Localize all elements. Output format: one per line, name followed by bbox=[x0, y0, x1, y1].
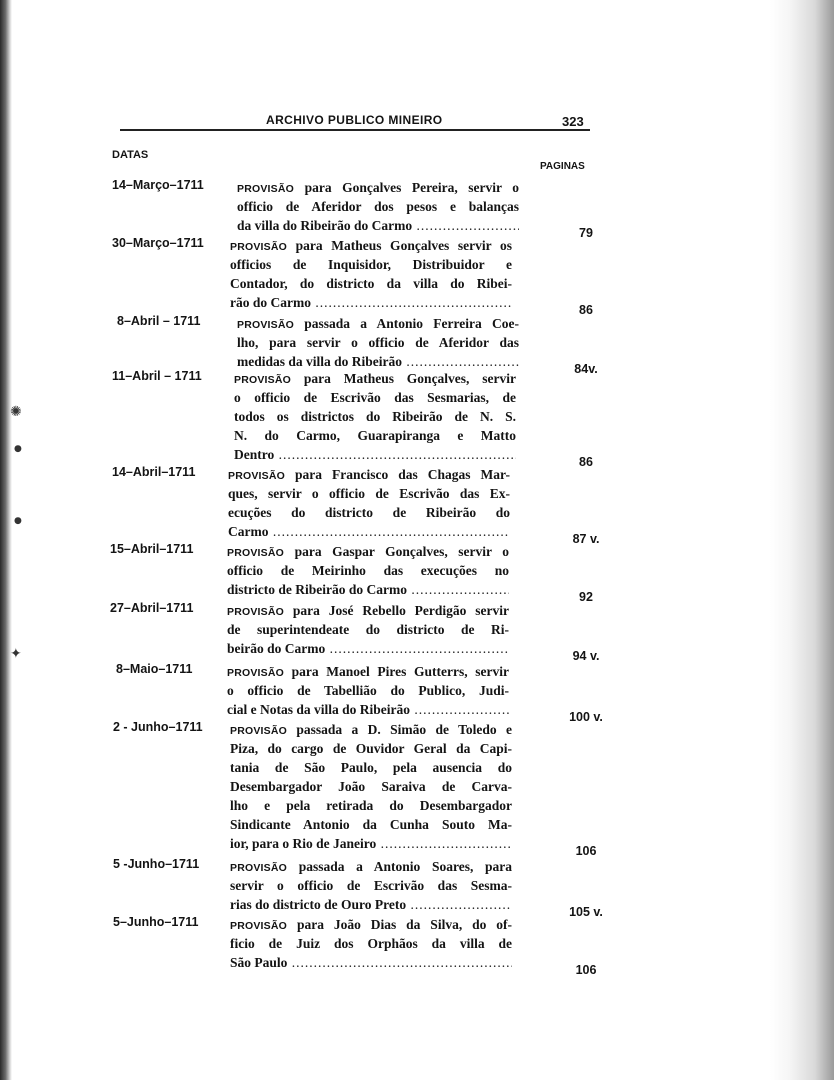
entry-text-line bbox=[227, 542, 509, 561]
entry-text: ecuções do districto de Ribeirão do bbox=[228, 505, 510, 520]
entry-text-line bbox=[234, 388, 516, 407]
entry-text: Carmo bbox=[228, 524, 269, 539]
entry-date: 27–Abril–1711 bbox=[110, 601, 194, 615]
entry-text: ficio de Juiz dos Orphãos da villa de bbox=[230, 936, 512, 951]
entry-text-line bbox=[230, 293, 512, 312]
entry-description bbox=[237, 178, 519, 235]
entry-text: todos os districtos do Ribeirão de N. S. bbox=[234, 409, 516, 424]
entry-description bbox=[230, 236, 512, 312]
entry-date: 14–Março–1711 bbox=[112, 178, 204, 192]
entry-description bbox=[227, 662, 509, 719]
entry-description bbox=[234, 369, 516, 464]
margin-mark: ● bbox=[14, 516, 22, 526]
entry-text: São Paulo bbox=[230, 955, 288, 970]
column-header-pages: PAGINAS bbox=[540, 161, 585, 172]
entry-text-line bbox=[237, 333, 519, 352]
entry-text-line bbox=[230, 857, 512, 876]
entry-text-line bbox=[237, 314, 519, 333]
entry-text: beirão do Carmo bbox=[227, 641, 326, 656]
entry-text: para Gonçalves Pereira, servir o bbox=[304, 180, 519, 195]
entry-text-line bbox=[227, 601, 509, 620]
page-edge-left bbox=[0, 0, 12, 1080]
entry-text-line bbox=[227, 700, 509, 719]
entry-text: officios de Inquisidor, Distribuidor e bbox=[230, 257, 512, 272]
entry-description bbox=[230, 915, 512, 972]
entry-keyword: PROVISÃO bbox=[237, 319, 295, 331]
entry-text: Desembargador João Saraiva de Carva- bbox=[230, 779, 512, 794]
entry-keyword: PROVISÃO bbox=[237, 183, 295, 195]
entry-description bbox=[227, 601, 509, 658]
entry-text-line bbox=[227, 639, 509, 658]
margin-mark: ✺ bbox=[10, 404, 22, 420]
entry-page-number: 84v. bbox=[574, 362, 598, 376]
entry-date: 5 -Junho–1711 bbox=[113, 857, 200, 871]
entry-text-line bbox=[228, 503, 510, 522]
entry-date: 15–Abril–1711 bbox=[110, 542, 194, 556]
entry-text: para Matheus Gonçalves, servir bbox=[303, 371, 516, 386]
entry-text: ior, para o Rio de Janeiro bbox=[230, 836, 377, 851]
entry-description bbox=[227, 542, 509, 599]
entry-text: medidas da villa do Ribeirão bbox=[237, 354, 403, 369]
entry-text: districto de Ribeirão do Carmo bbox=[227, 582, 407, 597]
entry-text: rão do Carmo bbox=[230, 295, 311, 310]
entry-text: para João Dias da Silva, do of- bbox=[296, 917, 512, 932]
entry-keyword: PROVISÃO bbox=[230, 862, 288, 874]
entry-text: Dentro bbox=[234, 447, 275, 462]
entry-text: para Manoel Pires Gutterrs, servir bbox=[291, 664, 510, 679]
entry-text-line bbox=[230, 915, 512, 934]
entry-text-line bbox=[230, 895, 512, 914]
entry-text-line bbox=[228, 465, 510, 484]
entry-text-line bbox=[230, 274, 512, 293]
running-header: ARCHIVO PUBLICO MINEIRO bbox=[266, 113, 443, 127]
entry-page-number: 92 bbox=[579, 590, 593, 604]
entry-date: 2 - Junho–1711 bbox=[113, 720, 203, 734]
page-edge-right bbox=[770, 0, 834, 1080]
entry-text-line bbox=[230, 255, 512, 274]
entry-text: da villa do Ribeirão do Carmo bbox=[237, 218, 413, 233]
entry-text-line bbox=[230, 834, 512, 853]
entry-text-line bbox=[227, 620, 509, 639]
entry-page-number: 100 v. bbox=[569, 710, 603, 724]
entry-text-line bbox=[230, 777, 512, 796]
entry-text: para Francisco das Chagas Mar- bbox=[295, 467, 510, 482]
entry-text-line bbox=[234, 369, 516, 388]
entry-keyword: PROVISÃO bbox=[227, 606, 285, 618]
entry-text-line bbox=[228, 484, 510, 503]
entry-page-number: 106 bbox=[575, 844, 597, 858]
margin-mark: ✦ bbox=[10, 646, 22, 662]
entry-text-line bbox=[234, 426, 516, 445]
entry-text: servir o officio de Escrivão das Sesma- bbox=[230, 878, 512, 893]
entry-text-line bbox=[230, 953, 512, 972]
entry-text: para Gaspar Gonçalves, servir o bbox=[294, 544, 510, 559]
header-rule bbox=[120, 129, 590, 131]
entry-keyword: PROVISÃO bbox=[228, 470, 286, 482]
entry-text: tania de São Paulo, pela ausencia do bbox=[230, 760, 512, 775]
entry-text-line bbox=[227, 561, 509, 580]
entry-text: passada a D. Simão de Toledo e bbox=[296, 722, 513, 737]
entry-text-line bbox=[230, 739, 512, 758]
entry-description bbox=[228, 465, 510, 541]
entry-text-line bbox=[230, 815, 512, 834]
entry-text: lho e pela retirada do Desembargador bbox=[230, 798, 512, 813]
entry-text: officio de Meirinho das execuções no bbox=[227, 563, 509, 578]
entry-text-line bbox=[234, 445, 516, 464]
entry-text-line bbox=[227, 580, 509, 599]
entry-text: lho, para servir o officio de Aferidor das bbox=[237, 335, 519, 350]
entry-date: 11–Abril – 1711 bbox=[112, 369, 202, 383]
entry-text: ques, servir o officio de Escrivão das Ex- bbox=[228, 486, 510, 501]
entry-page-number: 94 v. bbox=[572, 649, 600, 663]
entry-page-number: 105 v. bbox=[569, 905, 603, 919]
entry-date: 14–Abril–1711 bbox=[112, 465, 196, 479]
entry-text: para José Rebello Perdigão servir bbox=[292, 603, 509, 618]
entry-date: 8–Maio–1711 bbox=[116, 662, 193, 676]
page-number: 323 bbox=[562, 114, 584, 129]
entry-text-line bbox=[237, 216, 519, 235]
entry-date: 5–Junho–1711 bbox=[113, 915, 199, 929]
margin-mark: ● bbox=[14, 444, 22, 454]
entry-text: o officio de Tabellião do Publico, Judi- bbox=[227, 683, 509, 698]
entry-page-number: 86 bbox=[579, 303, 593, 317]
entry-text: passada a Antonio Soares, para bbox=[298, 859, 513, 874]
entry-text: rias do districto de Ouro Preto bbox=[230, 897, 407, 912]
entry-description bbox=[230, 720, 512, 853]
entry-text: N. do Carmo, Guarapiranga e Matto bbox=[234, 428, 516, 443]
entry-text: cial e Notas da villa do Ribeirão bbox=[227, 702, 410, 717]
entry-keyword: PROVISÃO bbox=[230, 920, 288, 932]
entry-text: Piza, do cargo de Ouvidor Geral da Capi- bbox=[230, 741, 512, 756]
entry-description bbox=[237, 314, 519, 371]
entry-page-number: 79 bbox=[579, 226, 593, 240]
entry-text-line bbox=[237, 197, 519, 216]
entry-text: de superintendeate do districto de Ri- bbox=[227, 622, 509, 637]
entry-text-line bbox=[237, 178, 519, 197]
entry-page-number: 106 bbox=[575, 963, 597, 977]
entry-text-line bbox=[228, 522, 510, 541]
entry-text: o officio de Escrivão das Sesmarias, de bbox=[234, 390, 516, 405]
entry-text-line bbox=[227, 662, 509, 681]
entry-keyword: PROVISÃO bbox=[234, 374, 292, 386]
entry-keyword: PROVISÃO bbox=[227, 547, 285, 559]
entry-description bbox=[230, 857, 512, 914]
entry-text-line bbox=[230, 236, 512, 255]
entry-text: passada a Antonio Ferreira Coe- bbox=[304, 316, 519, 331]
entry-page-number: 86 bbox=[579, 455, 593, 469]
entry-text-line bbox=[230, 796, 512, 815]
entry-text-line bbox=[234, 407, 516, 426]
entry-keyword: PROVISÃO bbox=[230, 241, 288, 253]
entry-text: officio de Aferidor dos pesos e balanças bbox=[237, 199, 519, 214]
entry-page-number: 87 v. bbox=[572, 532, 600, 546]
entry-text: Sindicante Antonio da Cunha Souto Ma- bbox=[230, 817, 512, 832]
entry-text: para Matheus Gonçalves servir os bbox=[295, 238, 512, 253]
entry-keyword: PROVISÃO bbox=[227, 667, 285, 679]
entry-text-line bbox=[227, 681, 509, 700]
entry-text: Contador, do districto da villa do Ribei- bbox=[230, 276, 512, 291]
entry-text-line bbox=[230, 720, 512, 739]
entry-text-line bbox=[230, 876, 512, 895]
entry-keyword: PROVISÃO bbox=[230, 725, 288, 737]
column-header-dates: DATAS bbox=[112, 149, 149, 161]
entry-date: 30–Março–1711 bbox=[112, 236, 204, 250]
entry-text-line bbox=[230, 934, 512, 953]
entry-date: 8–Abril – 1711 bbox=[117, 314, 201, 328]
entry-text-line bbox=[230, 758, 512, 777]
